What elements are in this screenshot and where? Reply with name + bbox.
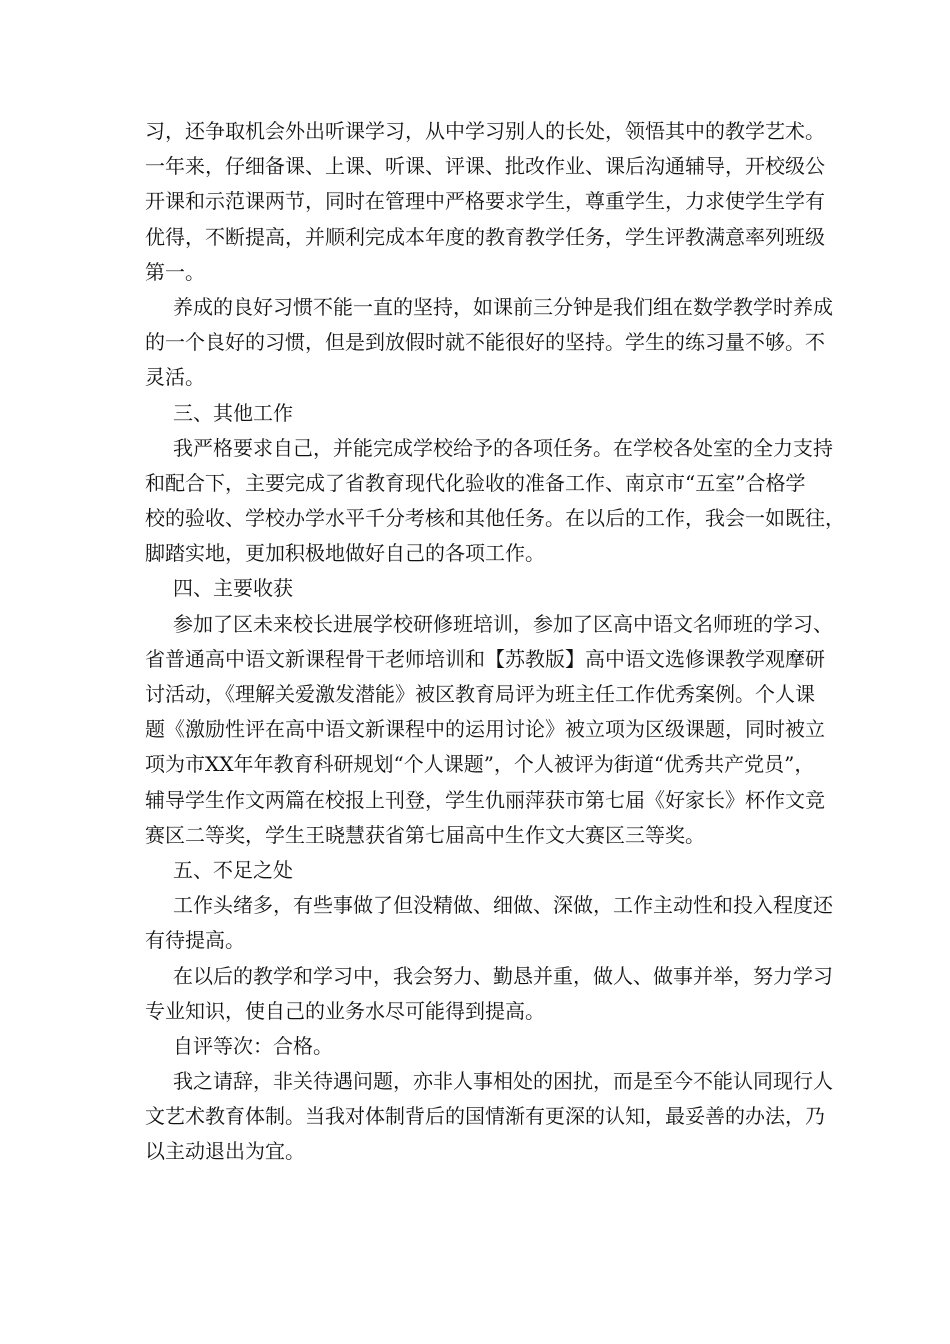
text-line: 优得，不断提高，并顺利完成本年度的教育教学任务，学生评教满意率列班级 [145, 224, 825, 249]
text-line: 赛区二等奖，学生王晓慧获省第七届高中生作文大赛区三等奖。 [145, 822, 705, 847]
section-heading-h4 [145, 571, 815, 606]
text-line: 灵活。 [145, 365, 205, 390]
text-line: 省普通高中语文新课程骨干老师培训和【苏教版】高中语文选修课教学观摩研 [145, 646, 825, 671]
text-line: 工作头绪多，有些事做了但没精做、细做、深做，工作主动性和投入程度还 [173, 893, 833, 918]
section-heading-h3 [145, 396, 815, 431]
text-line: 习，还争取机会外出听课学习，从中学习别人的长处，领悟其中的教学艺术。 [145, 119, 825, 143]
text-line: 辅导学生作文两篇在校报上刊登，学生仇丽萍获市第七届《好家长》杯作文竞 [145, 787, 825, 812]
paragraph-p7 [145, 1029, 815, 1064]
text-line: 项为市XX年年教育科研规划“个人课题”，个人被评为街道“优秀共产党员”， [145, 752, 815, 777]
text-line: 第一。 [145, 259, 205, 284]
text-line: 在以后的教学和学习中，我会努力、勤恳并重，做人、做事并举，努力学习 [173, 963, 833, 988]
paragraph-p3 [145, 431, 845, 572]
text-line: 讨活动，《理解关爱激发潜能》被区教育局评为班主任工作优秀案例。个人课 [145, 682, 815, 706]
text-line: 有待提高。 [145, 928, 245, 953]
text-line: 文艺术教育体制。当我对体制背后的国情渐有更深的认知，最妥善的办法，乃 [145, 1104, 825, 1129]
text-line: 专业知识，使自己的业务水尽可能得到提高。 [145, 998, 545, 1023]
text-line: 题《激励性评在高中语文新课程中的运用讨论》被立项为区级课题，同时被立 [145, 717, 825, 742]
text-line: 我之请辞，非关待遇问题，亦非人事相处的困扰，而是至今不能认同现行人 [173, 1069, 833, 1094]
text-line: 一年来，仔细备课、上课、听课、评课、批改作业、课后沟通辅导，开校级公 [145, 154, 825, 179]
paragraph-p5 [145, 888, 833, 958]
text-line: 养成的良好习惯不能一直的坚持，如课前三分钟是我们组在数学教学时养成 [173, 294, 833, 319]
section-heading-h5 [145, 853, 815, 888]
text-line: 的一个良好的习惯，但是到放假时就不能很好的坚持。学生的练习量不够。不 [145, 330, 825, 355]
text-line: 五、不足之处 [173, 857, 293, 882]
paragraph-p2 [145, 290, 833, 396]
paragraph-p8 [145, 1064, 833, 1170]
text-line: 四、主要收获 [173, 576, 293, 601]
text-line: 以主动退出为宜。 [145, 1139, 305, 1164]
text-line: 校的验收、学校办学水平千分考核和其他任务。在以后的工作，我会一如既往， [145, 506, 845, 531]
paragraph-p4 [145, 607, 833, 853]
text-line: 脚踏实地，更加积极地做好自己的各项工作。 [145, 541, 545, 566]
text-line: 我严格要求自己，并能完成学校给予的各项任务。在学校各处室的全力支持 [173, 435, 833, 460]
text-line: 参加了区未来校长进展学校研修班培训，参加了区高中语文名师班的学习、 [173, 611, 833, 636]
paragraph-p1 [145, 114, 825, 290]
text-line: 自评等次：合格。 [173, 1033, 333, 1058]
document-page [145, 114, 845, 1170]
text-line: 三、其他工作 [173, 400, 293, 425]
paragraph-p6 [145, 959, 833, 1029]
text-line: 和配合下，主要完成了省教育现代化验收的准备工作、南京市“五室”合格学 [145, 470, 806, 495]
text-line: 开课和示范课两节，同时在管理中严格要求学生，尊重学生，力求使学生学有 [145, 189, 825, 214]
